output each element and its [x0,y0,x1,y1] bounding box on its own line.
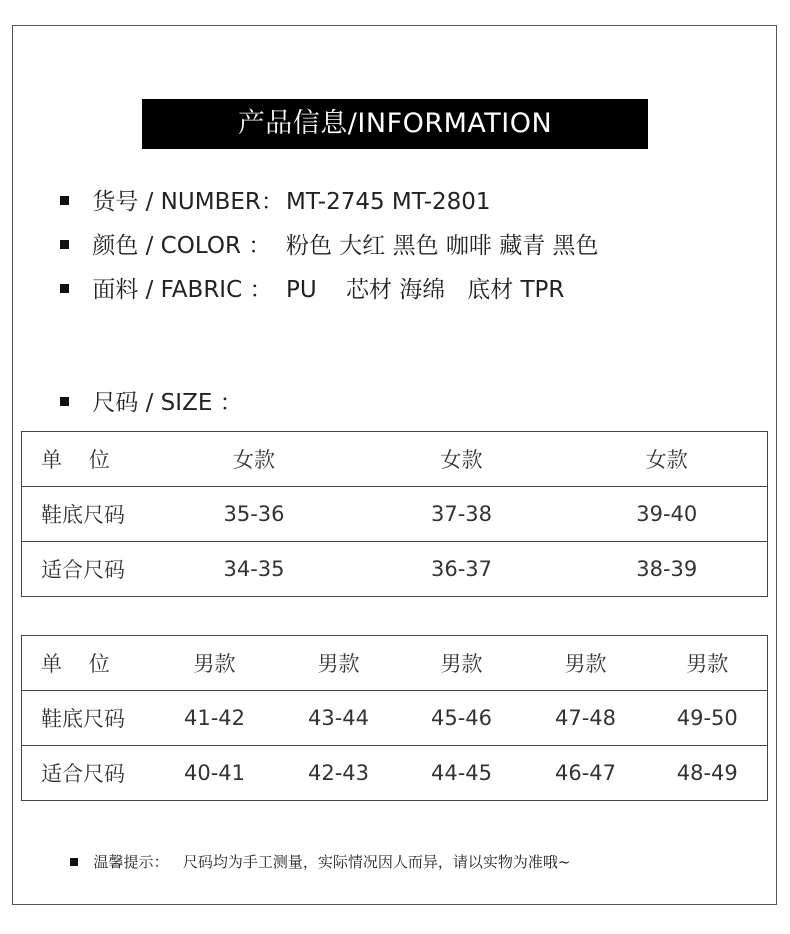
info-label-fabric: 面料 / FABRIC ： [92,277,273,303]
table-cell: 34-35 [152,542,357,597]
table-cell: 47-48 [524,691,648,746]
women-size-table [21,431,768,597]
table-cell: 43-44 [278,691,400,746]
tip-note [60,826,570,874]
table-cell: 37-38 [357,487,567,542]
table-cell: 39-40 [567,487,768,542]
info-label-color: 颜色 / COLOR ： [92,233,272,259]
table-cell: 48-49 [648,746,768,801]
table-cell: 46-47 [524,746,648,801]
table-row [22,691,768,746]
square-bullet-icon [60,397,69,406]
men-size-table [21,635,768,801]
info-row-number [60,187,491,217]
info-value-fabric: PU 芯材 海绵 底材 TPR [286,277,565,303]
table-cell: 适合尺码 [22,542,152,597]
banner-title: 产品信息/INFORMATION [237,108,553,139]
table-cell: 男款 [152,636,278,691]
table-header-row [22,432,768,487]
info-row-fabric [60,275,565,305]
square-bullet-icon [60,240,69,249]
table-cell: 44-45 [400,746,524,801]
table-cell: 女款 [357,432,567,487]
square-bullet-icon [60,284,69,293]
tip-label: 温馨提示： [93,853,169,871]
table-cell: 41-42 [152,691,278,746]
table-cell: 男款 [400,636,524,691]
table-cell: 35-36 [152,487,357,542]
table-cell: 45-46 [400,691,524,746]
square-bullet-icon [60,196,69,205]
table-cell: 单 位 [22,636,152,691]
table-row [22,542,768,597]
size-heading [60,388,243,418]
square-bullet-icon [70,858,78,866]
info-row-color [60,231,599,261]
info-value-color: 粉色 大红 黑色 咖啡 藏青 黑色 [286,233,599,259]
table-cell: 36-37 [357,542,567,597]
table-cell: 鞋底尺码 [22,691,152,746]
section-banner [142,99,648,149]
table-cell: 男款 [648,636,768,691]
table-cell: 单 位 [22,432,152,487]
size-heading-label: 尺码 / SIZE ： [92,390,243,416]
table-cell: 适合尺码 [22,746,152,801]
table-cell: 男款 [278,636,400,691]
table-cell: 49-50 [648,691,768,746]
table-cell: 男款 [524,636,648,691]
table-row [22,487,768,542]
table-cell: 女款 [567,432,768,487]
table-cell: 40-41 [152,746,278,801]
info-value-number: MT-2745 MT-2801 [286,189,491,215]
table-cell: 38-39 [567,542,768,597]
table-header-row [22,636,768,691]
table-cell: 42-43 [278,746,400,801]
tip-text: 尺码均为手工测量，实际情况因人而异，请以实物为准哦~ [182,853,571,871]
table-row [22,746,768,801]
table-cell: 鞋底尺码 [22,487,152,542]
table-cell: 女款 [152,432,357,487]
info-label-number: 货号 / NUMBER： [92,189,284,215]
